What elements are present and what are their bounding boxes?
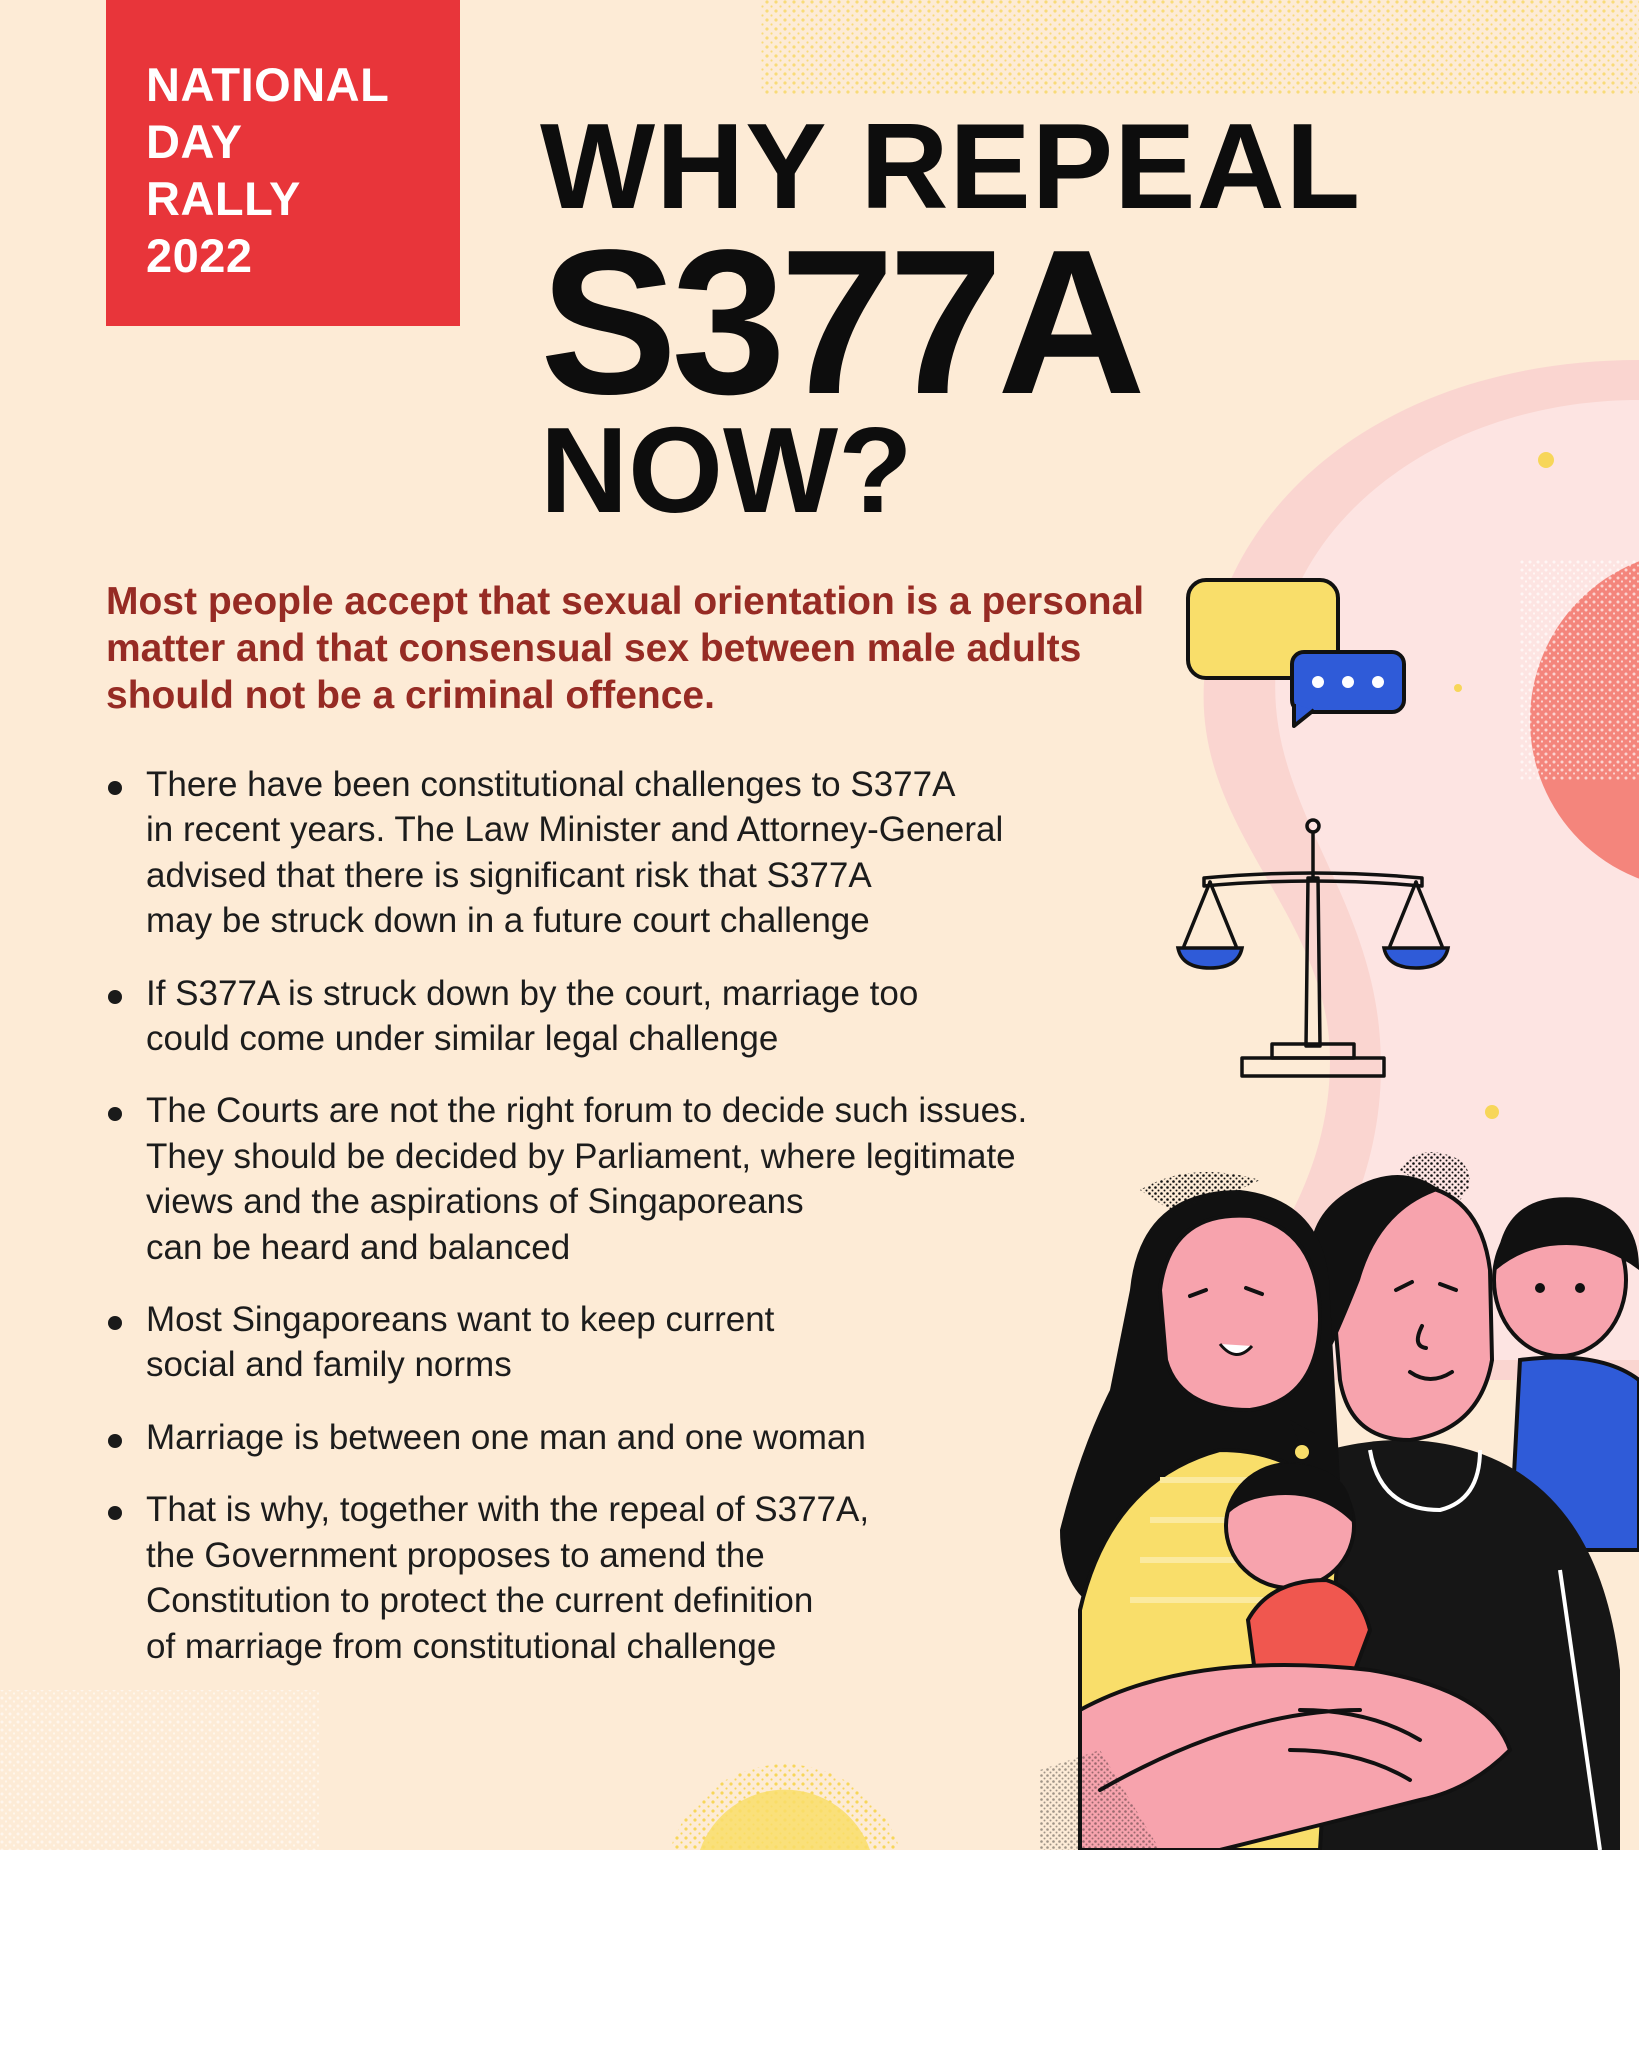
bullet-line: That is why, together with the repeal of S377A, [146, 1490, 870, 1530]
bullet-line: views and the aspirations of Singaporeans [146, 1182, 804, 1222]
badge-line-3: RALLY [146, 172, 301, 225]
bullet-item [106, 762, 1226, 944]
bullet-line: The Courts are not the right forum to decide such issues. [146, 1091, 1028, 1131]
bullet-dot [108, 1316, 122, 1330]
bullet-line: If S377A is struck down by the court, marriage too [146, 973, 919, 1013]
badge-line-1: NATIONAL [146, 58, 390, 111]
title-line-2: S377A [540, 207, 1140, 437]
bullet-item [106, 971, 1226, 1062]
bullet-item [106, 1487, 1226, 1669]
chat-bubbles-icon [1182, 574, 1414, 734]
bullet-line: can be heard and balanced [146, 1227, 571, 1267]
bullet-line: Constitution to protect the current definition [146, 1581, 814, 1621]
bullet-line: may be struck down in a future court challenge [146, 901, 870, 941]
badge-line-2: DAY [146, 115, 243, 168]
bullet-dot [108, 1434, 122, 1448]
bullet-line: Most Singaporeans want to keep current [146, 1300, 775, 1340]
bullet-line: advised that there is significant risk that S377A [146, 855, 872, 895]
bullet-line: could come under similar legal challenge [146, 1019, 779, 1059]
bullet-dot [108, 990, 122, 1004]
bullet-line: of marriage from constitutional challenge [146, 1626, 777, 1666]
bullet-item [106, 1415, 1226, 1460]
bullet-line: social and family norms [146, 1345, 512, 1385]
footer [0, 1850, 1639, 2048]
title-line-1: WHY REPEAL [540, 98, 1362, 234]
bullet-line: the Government proposes to amend the [146, 1535, 765, 1575]
bullet-line: There have been constitutional challenges to S377A [146, 765, 956, 804]
title-line-3: NOW? [540, 402, 913, 538]
bullet-list [106, 762, 1226, 1669]
bullet-line: Marriage is between one man and one woman [146, 1417, 866, 1457]
bullet-dot [108, 1506, 122, 1520]
ndr-badge [106, 0, 460, 326]
bullet-item [106, 1088, 1226, 1270]
bullet-item [106, 1297, 1226, 1388]
bullet-dot [108, 781, 122, 795]
lead-statement: Most people accept that sexual orientation is a personal matter and that consensual sex between male adults should not be a criminal offence. [106, 580, 1145, 717]
badge-line-4: 2022 [146, 229, 253, 282]
bullet-line: They should be decided by Parliament, where legitimate [146, 1136, 1016, 1176]
bullet-dot [108, 1107, 122, 1121]
bullet-line: in recent years. The Law Minister and Attorney-General [146, 810, 1004, 850]
